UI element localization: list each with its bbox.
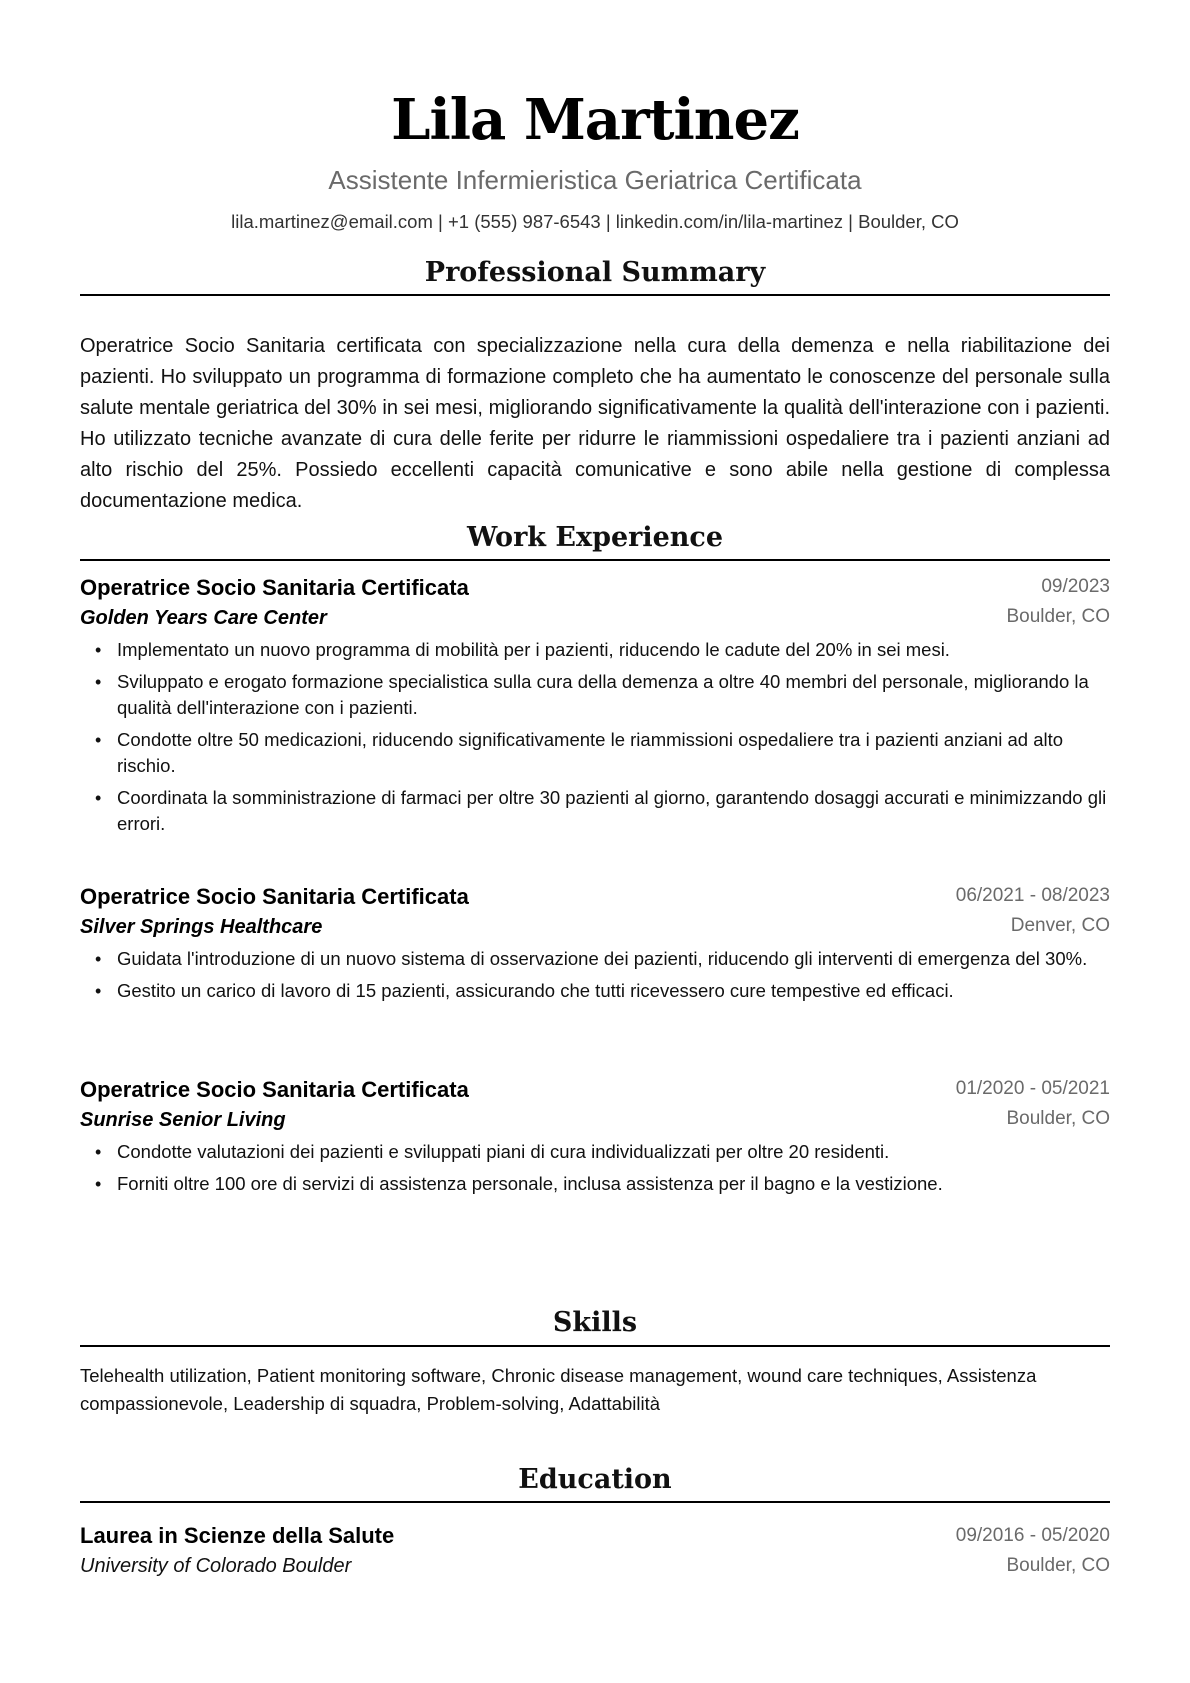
bullet-item xyxy=(80,946,1110,972)
bullet-text: Forniti oltre 100 ore di servizi di assistenza personale, inclusa assistenza per il bagno e la vestizione. xyxy=(117,1173,943,1194)
bullet-icon: • xyxy=(95,640,102,660)
bullet-icon: • xyxy=(95,981,102,1001)
bullet-icon: • xyxy=(95,672,102,692)
job-date: 09/2023 xyxy=(1041,576,1110,597)
skills-divider xyxy=(80,1345,1110,1347)
education-heading: Education xyxy=(518,1464,672,1495)
experience-divider xyxy=(80,559,1110,561)
job-company: Silver Springs Healthcare xyxy=(80,916,323,938)
job-bullets xyxy=(80,946,1110,1010)
education-location: Boulder, CO xyxy=(1006,1555,1110,1576)
bullet-icon: • xyxy=(95,1174,102,1194)
education-date: 09/2016 - 05/2020 xyxy=(955,1525,1110,1546)
bullet-text: Guidata l'introduzione di un nuovo sistema di osservazione dei pazienti, riducendo gli interventi di emergenza del 30%. xyxy=(117,948,1088,969)
bullet-text: Condotte oltre 50 medicazioni, riducendo significativamente le riammissioni ospedaliere tra i pazienti anziani ad alto rischio. xyxy=(117,729,1064,776)
candidate-title: Assistente Infermieristica Geriatrica Certificata xyxy=(328,165,862,195)
job-bullets xyxy=(80,1139,1110,1203)
bullet-item xyxy=(80,669,1110,721)
bullet-item xyxy=(80,637,1110,663)
bullet-text: Condotte valutazioni dei pazienti e sviluppati piani di cura individualizzati per oltre 20 residenti. xyxy=(117,1141,890,1162)
job-entry xyxy=(80,1075,1110,1194)
job-title: Operatrice Socio Sanitaria Certificata xyxy=(80,884,469,909)
bullet-text: Coordinata la somministrazione di farmaci per oltre 30 pazienti al giorno, garantendo dosaggi accurati e minimizzando gli errori. xyxy=(117,787,1107,834)
summary-divider xyxy=(80,294,1110,296)
job-location: Boulder, CO xyxy=(1006,1108,1110,1129)
bullet-item xyxy=(80,785,1110,837)
bullet-item xyxy=(80,978,1110,1004)
bullet-item xyxy=(80,1171,1110,1197)
candidate-name: Lila Martinez xyxy=(391,87,799,153)
job-header xyxy=(80,882,1110,942)
job-title: Operatrice Socio Sanitaria Certificata xyxy=(80,1077,469,1102)
education-school: University of Colorado Boulder xyxy=(80,1555,352,1577)
job-location: Denver, CO xyxy=(1010,915,1110,936)
summary-heading: Professional Summary xyxy=(424,257,766,288)
job-bullets xyxy=(80,637,1110,843)
job-entry xyxy=(80,882,1110,1001)
contact-line: lila.martinez@email.com | +1 (555) 987-6543 | linkedin.com/in/lila-martinez | Boulder, CO xyxy=(231,211,959,232)
bullet-icon: • xyxy=(95,949,102,969)
bullet-text: Gestito un carico di lavoro di 15 pazienti, assicurando che tutti ricevessero cure tempestive ed efficaci. xyxy=(117,980,954,1001)
bullet-text: Implementato un nuovo programma di mobilità per i pazienti, riducendo le cadute del 20% in sei mesi. xyxy=(117,639,950,660)
education-divider xyxy=(80,1501,1110,1503)
bullet-text: Sviluppato e erogato formazione specialistica sulla cura della demenza a oltre 40 membri del personale, migliorando la qualità dell'interazione con i pazienti. xyxy=(117,671,1089,718)
experience-heading: Work Experience xyxy=(466,522,724,553)
bullet-item xyxy=(80,1139,1110,1165)
job-header xyxy=(80,1075,1110,1135)
job-company: Golden Years Care Center xyxy=(80,607,327,629)
job-location: Boulder, CO xyxy=(1006,606,1110,627)
job-date: 06/2021 - 08/2023 xyxy=(955,885,1110,906)
bullet-icon: • xyxy=(95,1142,102,1162)
bullet-icon: • xyxy=(95,730,102,750)
skills-text: Telehealth utilization, Patient monitoring software, Chronic disease management, wound care techniques, Assistenza compassionevole, Leadership di squadra, Problem-solving, Adattabilità xyxy=(80,1365,1037,1414)
job-date: 01/2020 - 05/2021 xyxy=(955,1078,1110,1099)
skills-heading: Skills xyxy=(552,1307,638,1338)
education-degree: Laurea in Scienze della Salute xyxy=(80,1523,395,1548)
job-title: Operatrice Socio Sanitaria Certificata xyxy=(80,575,469,600)
job-header xyxy=(80,573,1110,633)
summary-text: Operatrice Socio Sanitaria certificata con specializzazione nella cura della demenza e nella riabilitazione dei pazienti. Ho sviluppato un programma di formazione completo che ha aumentato le conoscenze del personale sulla salute mentale geriatrica del 30% in sei mesi, migliorando significativamente la qualità dell'interazione con i pazienti. Ho utilizzato tecniche avanzate di cura delle ferite per ridurre le riammissioni ospedaliere tra i pazienti anziani ad alto rischio del 25%. Possiedo eccellenti capacità comunicative e sono abile nella gestione di complessa documentazione medica. xyxy=(80,335,1110,512)
bullet-item xyxy=(80,727,1110,779)
bullet-icon: • xyxy=(95,788,102,808)
job-company: Sunrise Senior Living xyxy=(80,1109,286,1131)
job-entry xyxy=(80,573,1110,834)
